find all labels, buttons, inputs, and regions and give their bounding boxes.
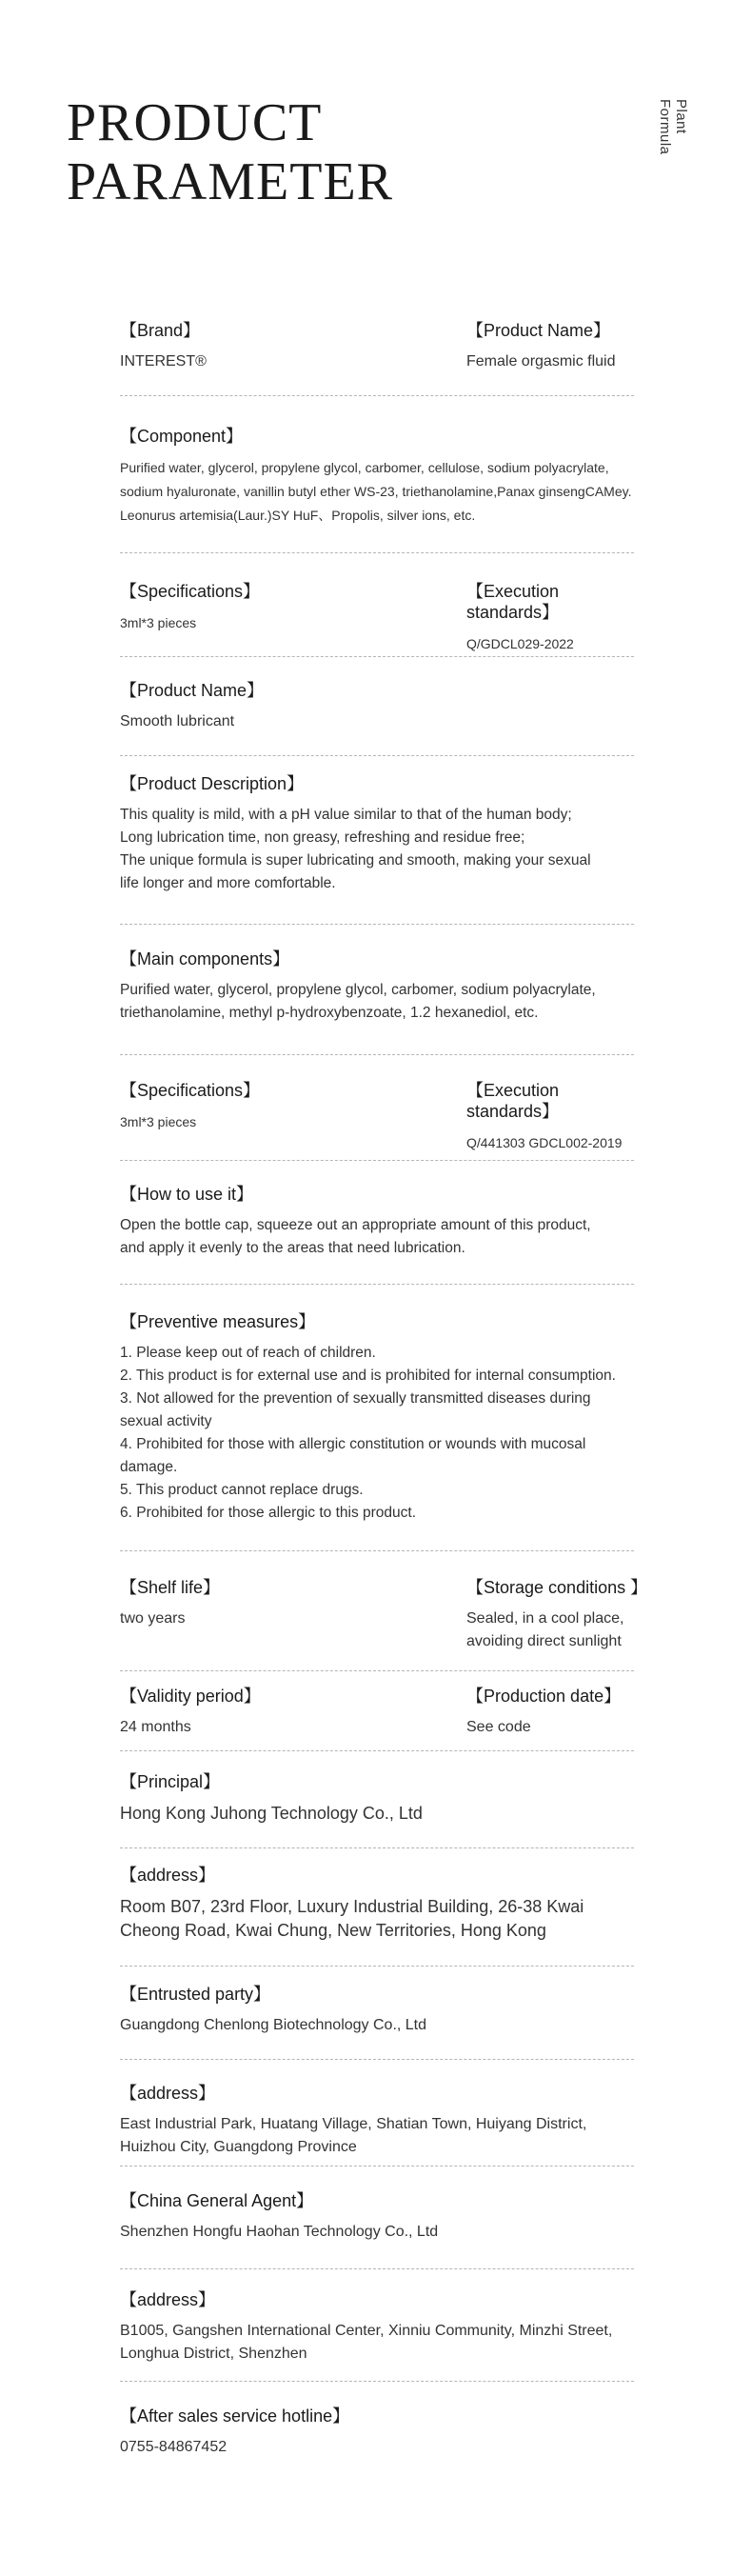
address-3-section [120,2289,634,2366]
principal-section [120,1771,634,1826]
preventive-line: sexual activity [120,1413,212,1429]
specifications-2-label: 【Specifications】 [120,1081,261,1100]
product-name-1-value: Female orgasmic fluid [466,353,616,369]
agent-section [120,2190,634,2244]
preventive-line: 2. This product is for external use and is prohibited for internal consumption. [120,1368,616,1384]
preventive-label: 【Preventive measures】 [120,1312,316,1331]
entrusted-label: 【Entrusted party】 [120,1985,271,2004]
preventive-section [120,1311,634,1525]
validity-label: 【Validity period】 [120,1687,261,1706]
component-value [120,456,634,528]
side-label-line-1: Plant [673,99,689,134]
production-date-block [466,1686,647,1739]
address-3-value [120,2320,634,2366]
side-label-line-2: Formula [657,99,673,155]
description-line: life longer and more comfortable. [120,875,336,891]
product-name-1-label: 【Product Name】 [466,321,611,340]
preventive-line: 4. Prohibited for those with allergic constitution or wounds with mucosal [120,1436,586,1452]
page-title-line-1: PRODUCT [67,93,323,152]
execution-1-label: 【Execution standards】 [466,582,560,622]
execution-1-value: Q/GDCL029-2022 [466,636,574,651]
main-components-line: Purified water, glycerol, propylene glycol, carbomer, sodium polyacrylate, [120,982,596,998]
address-1-label: 【address】 [120,1866,216,1885]
how-to-use-line: and apply it evenly to the areas that need lubrication. [120,1240,465,1256]
component-line: sodium hyaluronate, vanillin butyl ether WS-23, triethanolamine,Panax ginsengCAMey. [120,484,632,499]
principal-value: Hong Kong Juhong Technology Co., Ltd [120,1804,423,1823]
execution-2-value: Q/441303 GDCL002-2019 [466,1135,623,1150]
brand-section [120,320,634,373]
entrusted-section [120,1984,634,2037]
component-line: Purified water, glycerol, propylene glycol, carbomer, cellulose, sodium polyacrylate, [120,460,609,475]
preventive-value [120,1342,634,1525]
specifications-2-value: 3ml*3 pieces [120,1114,197,1129]
product-name-2-value: Smooth lubricant [120,713,235,729]
production-date-label: 【Production date】 [466,1687,622,1706]
divider [120,552,634,553]
preventive-line: 1. Please keep out of reach of children. [120,1345,376,1361]
divider [120,2381,634,2382]
main-components-section [120,949,634,1025]
validity-section [120,1686,634,1739]
product-name-2-label: 【Product Name】 [120,681,265,700]
divider [120,1847,634,1848]
description-line: The unique formula is super lubricating and smooth, making your sexual [120,852,591,869]
entrusted-value: Guangdong Chenlong Biotechnology Co., Ltd [120,2017,427,2033]
shelf-life-value: two years [120,1610,186,1627]
component-label: 【Component】 [120,427,244,446]
divider [120,1550,634,1551]
divider [120,1670,634,1671]
description-line: Long lubrication time, non greasy, refreshing and residue free; [120,829,525,846]
address-2-line: East Industrial Park, Huatang Village, Shatian Town, Huiyang District, [120,2116,587,2132]
specifications-1-label: 【Specifications】 [120,582,261,601]
divider [120,1160,634,1161]
main-components-label: 【Main components】 [120,949,290,968]
address-2-line: Huizhou City, Guangdong Province [120,2139,357,2155]
divider [120,1966,634,1967]
address-3-line: B1005, Gangshen International Center, Xinniu Community, Minzhi Street, [120,2323,613,2339]
specifications-2-section [120,1080,634,1150]
address-2-section [120,2083,634,2159]
agent-label: 【China General Agent】 [120,2191,314,2210]
hotline-label: 【After sales service hotline】 [120,2406,350,2426]
storage-line: Sealed, in a cool place, [466,1610,624,1627]
hotline-section [120,2406,634,2459]
address-2-value [120,2113,634,2159]
storage-block [466,1577,647,1653]
side-label [657,99,689,155]
divider [120,1054,634,1055]
specifications-1-section [120,581,634,651]
product-name-2-section [120,680,634,733]
storage-line: avoiding direct sunlight [466,1633,622,1649]
description-section [120,773,634,895]
how-to-use-value [120,1214,634,1260]
brand-value: INTEREST® [120,353,207,369]
page-title-line-2: PARAMETER [67,152,394,211]
address-3-label: 【address】 [120,2290,216,2309]
divider [120,755,634,756]
main-components-line: triethanolamine, methyl p-hydroxybenzoate, 1.2 hexanediol, etc. [120,1005,539,1021]
hotline-value: 0755-84867452 [120,2439,228,2455]
specifications-1-value: 3ml*3 pieces [120,615,197,630]
address-2-label: 【address】 [120,2084,216,2103]
preventive-line: 3. Not allowed for the prevention of sexually transmitted diseases during [120,1390,591,1407]
preventive-line: damage. [120,1459,178,1475]
description-line: This quality is mild, with a pH value similar to that of the human body; [120,807,572,823]
execution-2-label: 【Execution standards】 [466,1081,560,1121]
preventive-line: 5. This product cannot replace drugs. [120,1482,364,1498]
divider [120,2059,634,2060]
validity-value: 24 months [120,1719,191,1735]
divider [120,2166,634,2167]
main-components-value [120,979,634,1025]
divider [120,1284,634,1285]
address-1-value [120,1895,634,1943]
how-to-use-label: 【How to use it】 [120,1185,254,1204]
brand-label: 【Brand】 [120,321,201,340]
storage-label: 【Storage conditions 】 [466,1578,648,1597]
product-name-1-block [466,320,647,373]
production-date-value: See code [466,1719,531,1735]
address-1-line: Room B07, 23rd Floor, Luxury Industrial Building, 26-38 Kwai [120,1897,584,1916]
shelf-life-section [120,1577,648,1649]
description-label: 【Product Description】 [120,774,305,793]
divider [120,924,634,925]
shelf-life-label: 【Shelf life】 [120,1578,221,1597]
component-section [120,426,634,528]
execution-2-block [466,1080,647,1155]
agent-value: Shenzhen Hongfu Haohan Technology Co., Ltd [120,2224,439,2240]
how-to-use-section [120,1184,634,1260]
description-value [120,804,634,895]
divider [120,656,634,657]
preventive-line: 6. Prohibited for those allergic to this product. [120,1505,417,1521]
address-3-line: Longhua District, Shenzhen [120,2346,307,2362]
divider [120,2268,634,2269]
how-to-use-line: Open the bottle cap, squeeze out an appropriate amount of this product, [120,1217,591,1233]
component-line: Leonurus artemisia(Laur.)SY HuF、Propolis, silver ions, etc. [120,508,476,523]
address-1-section [120,1865,634,1943]
principal-label: 【Principal】 [120,1772,221,1791]
storage-value [466,1608,647,1653]
divider [120,395,634,396]
divider [120,1750,634,1751]
address-1-line: Cheong Road, Kwai Chung, New Territories, Hong Kong [120,1921,546,1940]
execution-1-block [466,581,647,656]
page-title [67,93,393,211]
